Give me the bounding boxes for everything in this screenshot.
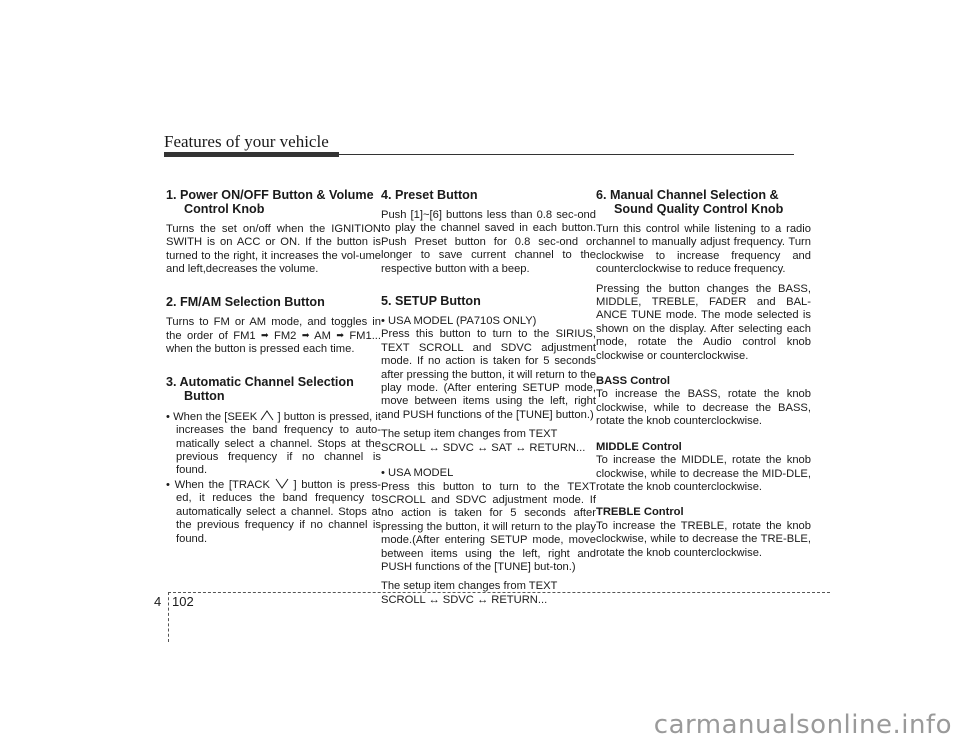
right-arrow-icon: ➡ — [261, 330, 269, 341]
seek-bullet — [166, 410, 381, 478]
middle-text: To increase the MIDDLE, rotate the knob clockwise, while to decrease the MID-DLE, rotate the knob counterclockwise. — [596, 454, 811, 493]
section-text-manual-1: Turn this control while listening to a radio channel to manually adjust frequency. Turn clockwise to increase frequency and counterclockwise to reduce frequency. — [596, 223, 811, 276]
page-header-title: Features of your vehicle — [164, 132, 329, 151]
fmam-am: AM — [314, 330, 331, 343]
section-text-power: Turns the set on/off when the IGNITION SWITH is on ACC or ON. If the button is turned to the right, it increases the vol-ume and left,decreases the volume. — [166, 223, 381, 276]
fmam-text-end: when the button is pressed each time. — [166, 343, 355, 356]
fmam-fm1: FM1 — [233, 330, 256, 343]
right-arrow-icon: ➡ — [301, 330, 310, 341]
bass-heading: BASS Control — [596, 375, 670, 388]
column-3 — [596, 188, 811, 566]
setup-usa-text: Press this button to turn to the TEXT SCROLL and SDVC adjustment mode. If no action is taken for 5 seconds after pressing the button, it will return to the play mode.(After entering SETUP mode, move between items using the left, right and PUSH functions of the [TUNE] but-ton.) — [381, 480, 596, 573]
treble-heading: TREBLE Control — [596, 506, 684, 519]
section-heading-preset: 4. Preset Button — [381, 188, 478, 202]
track-bullet-end: ] button is press-ed, it reduces the band frequency to automatically select a channel. Stops at the previous frequency if no channel is found. — [176, 478, 382, 545]
setup-usa-bullet: • USA MODEL — [381, 467, 454, 480]
section-heading-setup: 5. SETUP Button — [381, 294, 481, 309]
seek-bullet-end: ] button is pressed, it increases the band frequency to auto-matically select a channel. Stops at the previous frequency if no channel is found. — [176, 410, 381, 477]
setup-sequence-items: SCROLL ↔ SDVC ↔ RETURN... — [381, 593, 548, 606]
footer-margin-rule — [168, 592, 169, 642]
fmam-text-start: Turns to FM or AM mode, and toggles in the order of — [166, 315, 381, 343]
section-text-preset: Push [1]~[6] buttons less than 0.8 sec-ond to play the channel saved in each button. Push Preset button for 0.8 sec-ond or longer to save current channel to the respective button with a beep. — [381, 209, 596, 275]
footer-rule — [168, 592, 830, 593]
fmam-fm2: FM2 — [274, 330, 297, 343]
column-1 — [166, 188, 381, 546]
setup-sequence-intro: The setup item changes from TEXT — [381, 580, 558, 593]
middle-heading: MIDDLE Control — [596, 440, 682, 453]
chapter-number: 4 — [154, 594, 162, 609]
watermark: carmanualsonline.info — [653, 710, 952, 740]
column-2 — [381, 188, 596, 613]
section-heading-fmam: 2. FM/AM Selection Button — [166, 294, 325, 309]
setup-usa-sequence — [381, 580, 596, 607]
page-number: 102 — [172, 594, 194, 609]
track-bullet-start: • When the [TRACK — [166, 478, 270, 491]
section-heading-seek: 3. Automatic Channel Selection Button — [166, 374, 354, 403]
seek-bullet-start: • When the [SEEK — [166, 410, 258, 423]
setup-usa-pa710s-bullet: • USA MODEL (PA710S ONLY) — [381, 315, 537, 328]
section-heading-power: 1. Power ON/OFF Button & Volume Control Knob — [166, 188, 374, 216]
setup-usa-pa710s-sequence — [381, 428, 596, 455]
setup-sequence-items: SCROLL ↔ SDVC ↔ SAT ↔ RETURN... — [381, 441, 586, 454]
right-arrow-icon: ➡ — [336, 330, 344, 341]
section-text-fmam — [166, 316, 381, 357]
fmam-fm1-again: FM1... — [349, 330, 382, 343]
track-bullet — [166, 478, 381, 546]
treble-text: To increase the TREBLE, rotate the knob clockwise, while to decrease the TRE-BLE, rotate the knob counterclockwise. — [596, 519, 811, 559]
bass-text: To increase the BASS, rotate the knob clockwise, while to decrease the BASS, rotate the knob counterclockwise. — [596, 388, 811, 428]
section-text-manual-2: Pressing the button changes the BASS, MIDDLE, TREBLE, FADER and BAL-ANCE TUNE mode. The mode selected is shown on the display. After selecting each mode, rotate the Audio control knob clockwise or counterclockwise. — [596, 282, 811, 362]
chevron-up-icon — [260, 410, 274, 421]
section-heading-manual: 6. Manual Channel Selection & Sound Quality Control Knob — [596, 188, 784, 216]
chevron-down-icon — [275, 478, 289, 489]
header-rule-accent — [164, 152, 339, 157]
setup-usa-pa710s-text: Press this button to turn to the SIRIUS, TEXT SCROLL and SDVC adjustment mode. If no action is taken for 5 seconds after pressing the button, it will return to the play mode. (After entering SETUP mode, move between items using the left, right and PUSH functions of the [TUNE] button.) — [381, 328, 596, 421]
setup-sequence-intro: The setup item changes from TEXT — [381, 428, 558, 441]
